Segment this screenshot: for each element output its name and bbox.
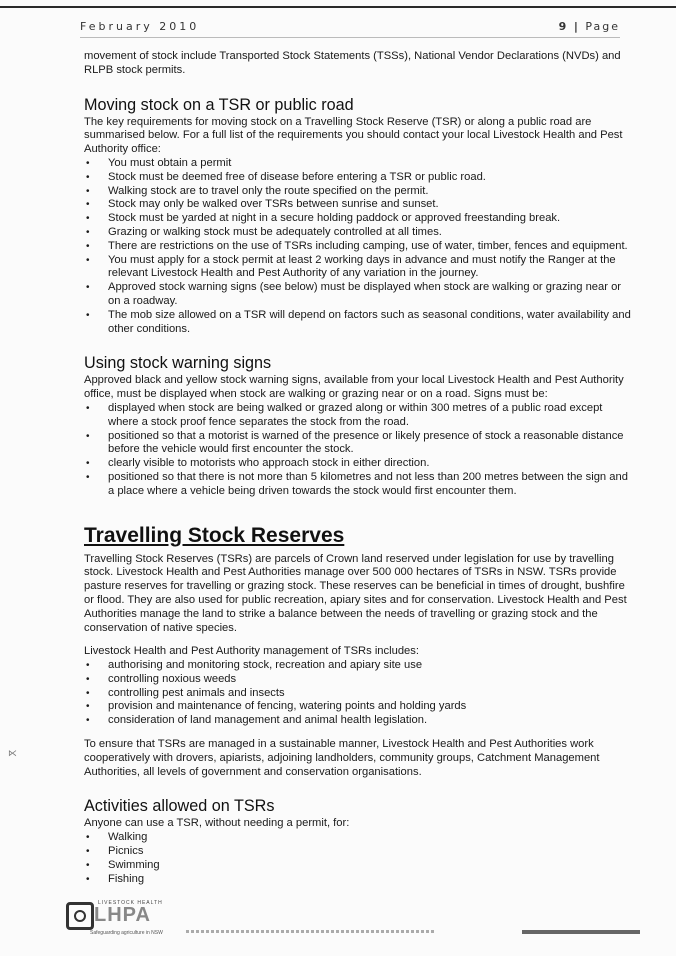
moving-stock-heading: Moving stock on a TSR or public road [84, 95, 354, 114]
lhpa-logo-icon [66, 902, 94, 930]
page-word: Page [585, 20, 620, 33]
list-item: • You must obtain a permit [84, 157, 632, 171]
header-page-number [559, 20, 620, 33]
list-item: • Swimming [84, 859, 632, 873]
list-item: • Stock must be deemed free of disease before entering a TSR or public road. [84, 171, 632, 185]
document-body [84, 50, 632, 886]
tsr-paragraph-1: Travelling Stock Reserves (TSRs) are parcels of Crown land reserved under legislation for use by travelling stock. Livestock Health and Pest Authorities manage over 500 000 hectares of TSRs in NSW. TSRs provide pasture reserves for travelling or grazing stock. These reserves can be beneficial in times of drought, bushfire or flood. They are also used for public recreation, apiary sites and for conservation. Livestock Health and Pest Authorities manage the land to strike a balance between the needs of travelling or grazing stock and the conservation of native species. [84, 552, 627, 634]
lhpa-logo [60, 898, 170, 948]
activities-heading: Activities allowed on TSRs [84, 797, 275, 816]
list-item: • positioned so that a motorist is warned of the presence or likely presence of stock a reasonable distance before the vehicle would first encounter the stock. [84, 430, 632, 458]
list-item: • Fishing [84, 873, 632, 887]
warning-signs-intro: Approved black and yellow stock warning signs, available from your local Livestock Health and Pest Authority office, must be displayed when stock are walking or grazing near or on a road. Signs must be: [84, 374, 624, 401]
intro-continuation: movement of stock include Transported Stock Statements (TSSs), National Vendor Declarations (NVDs) and RLPB stock permits. [84, 50, 621, 76]
footer-dotted-line [186, 930, 436, 933]
list-item: • Grazing or walking stock must be adequately controlled at all times. [84, 226, 632, 240]
list-item: • authorising and monitoring stock, recreation and apiary site use [84, 659, 632, 673]
list-item: • controlling pest animals and insects [84, 687, 632, 701]
tsr-management-intro: Livestock Health and Pest Authority management of TSRs includes: [84, 645, 419, 658]
tsr-heading: Travelling Stock Reserves [84, 523, 345, 547]
activities-list [84, 831, 632, 886]
page-header [80, 20, 620, 38]
tsr-paragraph-2: To ensure that TSRs are managed in a sustainable manner, Livestock Health and Pest Authorities work cooperatively with drovers, apiarists, adjoining landholders, community groups, Catchment Management Authorities, all levels of government and conservation organisations. [84, 738, 600, 778]
list-item: • There are restrictions on the use of TSRs including camping, use of water, timber, fences and equipment. [84, 240, 632, 254]
page-footer [60, 898, 640, 948]
header-divider [80, 37, 620, 38]
spacer [84, 635, 632, 645]
header-date: February 2010 [80, 20, 200, 33]
page-separator: | [573, 20, 580, 33]
moving-stock-list [84, 157, 632, 336]
logo-small-text: LIVESTOCK HEALTH [98, 900, 163, 906]
list-item: • clearly visible to motorists who approach stock in either direction. [84, 457, 632, 471]
margin-mark-icon: ⋉ [8, 748, 17, 758]
list-item: • provision and maintenance of fencing, watering points and holding yards [84, 700, 632, 714]
moving-stock-intro: The key requirements for moving stock on a Travelling Stock Reserve (TSR) or along a public road are summarised below. For a full list of the requirements you should contact your local Livestock Health and Pest Authority office: [84, 115, 623, 156]
list-item: • controlling noxious weeds [84, 673, 632, 687]
spacer [84, 728, 632, 738]
page-number: 9 [558, 20, 569, 33]
logo-tagline: Safeguarding agriculture in NSW [90, 930, 163, 936]
logo-text: LHPA [94, 904, 151, 926]
list-item: • Walking stock are to travel only the route specified on the permit. [84, 185, 632, 199]
tsr-management-list [84, 659, 632, 728]
footer-solid-line [522, 930, 640, 934]
list-item: • Stock may only be walked over TSRs between sunrise and sunset. [84, 198, 632, 212]
list-item: • consideration of land management and animal health legislation. [84, 714, 632, 728]
activities-intro: Anyone can use a TSR, without needing a permit, for: [84, 817, 350, 830]
list-item: • positioned so that there is not more than 5 kilometres and not less than 200 metres between the sign and a place where a vehicle being driven towards the stock would first encounter them. [84, 471, 632, 499]
top-border [0, 6, 676, 8]
list-item: • Approved stock warning signs (see below) must be displayed when stock are walking or grazing near or on a roadway. [84, 281, 632, 309]
list-item: • Walking [84, 831, 632, 845]
list-item: • The mob size allowed on a TSR will depend on factors such as seasonal conditions, water availability and other conditions. [84, 309, 632, 337]
list-item: • Picnics [84, 845, 632, 859]
list-item: • displayed when stock are being walked or grazed along or within 300 metres of a public road except where a stock proof fence separates the stock from the road. [84, 402, 632, 430]
list-item: • Stock must be yarded at night in a secure holding paddock or approved freestanding break. [84, 212, 632, 226]
warning-signs-list [84, 402, 632, 499]
list-item: • You must apply for a stock permit at least 2 working days in advance and must notify the Ranger at the relevant Livestock Health and Pest Authority of any variation in the journey. [84, 254, 632, 282]
warning-signs-heading: Using stock warning signs [84, 354, 272, 373]
